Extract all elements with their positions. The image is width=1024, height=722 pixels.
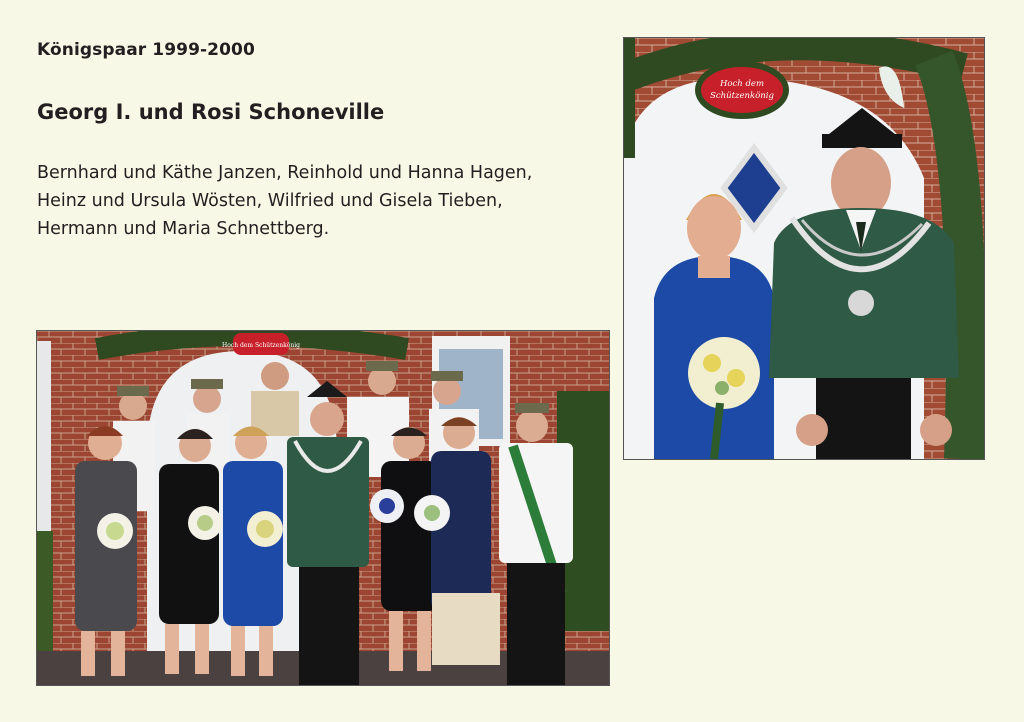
names-line: Heinz und Ursula Wösten, Wilfried und Gisela Tieben, — [37, 191, 503, 211]
royal-couple-image — [624, 38, 984, 459]
group-photo-image — [37, 331, 609, 685]
page-subtitle: Königspaar 1999-2000 — [37, 40, 255, 60]
royal-couple-photo — [623, 37, 985, 460]
court-members-list — [37, 159, 607, 243]
hoch-dem-schuetzenkoenig-sign — [698, 64, 786, 116]
group-sign-text: Hoch dem Schützenkönig — [221, 342, 301, 349]
page-title: Georg I. und Rosi Schoneville — [37, 100, 385, 124]
couple-sign-line1: Hoch dem — [720, 79, 764, 89]
couple-sign-line2: Schützenkönig — [710, 91, 774, 101]
names-line: Hermann und Maria Schnettberg. — [37, 219, 330, 239]
names-line: Bernhard und Käthe Janzen, Reinhold und Hanna Hagen, — [37, 163, 533, 183]
group-photo — [36, 330, 610, 686]
